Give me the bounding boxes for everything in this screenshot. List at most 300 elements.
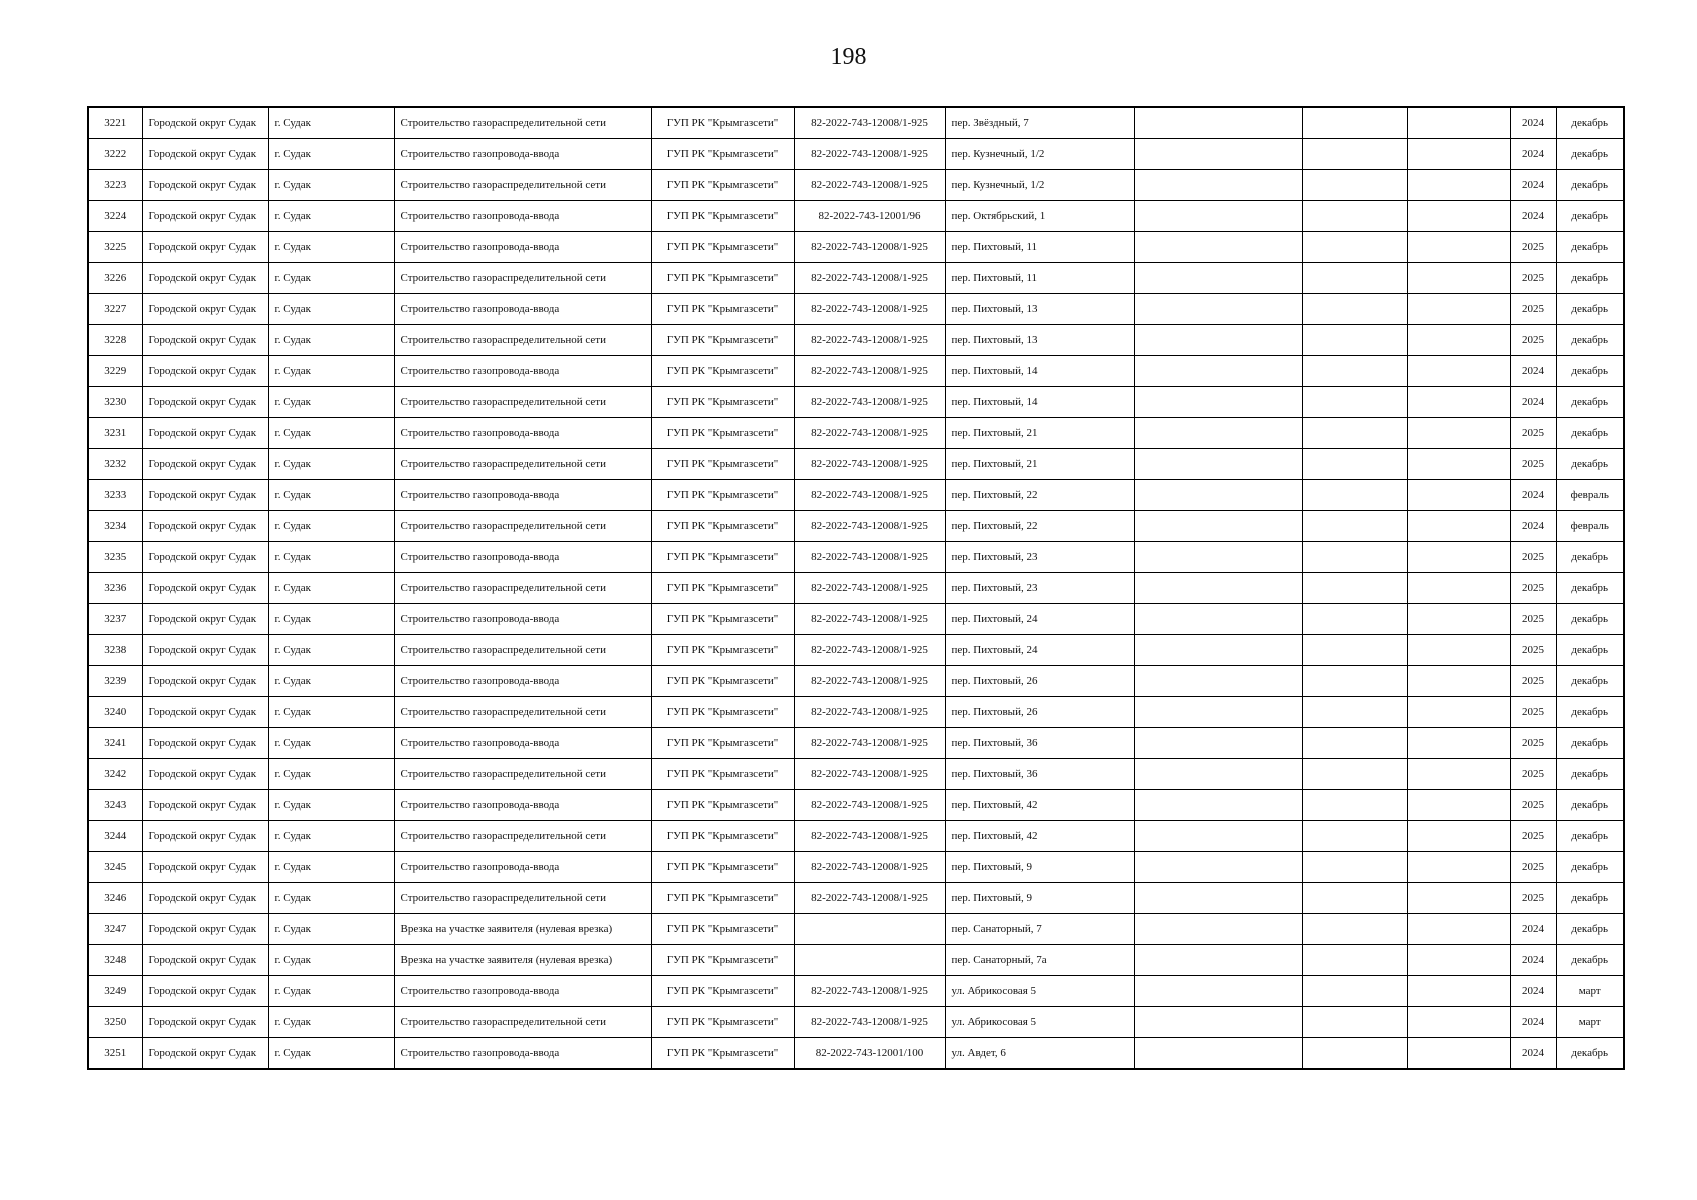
- cell-empty1: [1134, 542, 1302, 573]
- cell-municipality: Городской округ Судак: [142, 356, 268, 387]
- table-row: [88, 883, 1624, 914]
- cell-locality: г. Судак: [268, 945, 394, 976]
- cell-empty1: [1134, 480, 1302, 511]
- cell-municipality: Городской округ Судак: [142, 511, 268, 542]
- cell-empty3: [1407, 418, 1510, 449]
- cell-address: пер. Санаторный, 7: [945, 914, 1134, 945]
- cell-work: Строительство газораспределительной сети: [394, 573, 651, 604]
- cell-month: декабрь: [1556, 387, 1624, 418]
- cell-empty1: [1134, 139, 1302, 170]
- cell-org: ГУП РК "Крымгазсети": [651, 945, 794, 976]
- cell-locality: г. Судак: [268, 325, 394, 356]
- cell-month: декабрь: [1556, 573, 1624, 604]
- cell-work: Строительство газораспределительной сети: [394, 697, 651, 728]
- cell-address: пер. Пихтовый, 26: [945, 697, 1134, 728]
- cell-address: пер. Пихтовый, 14: [945, 387, 1134, 418]
- table-row: [88, 294, 1624, 325]
- cell-tu: 82-2022-743-12008/1-925: [794, 852, 945, 883]
- cell-municipality: Городской округ Судак: [142, 759, 268, 790]
- cell-empty1: [1134, 914, 1302, 945]
- cell-locality: г. Судак: [268, 821, 394, 852]
- cell-work: Строительство газопровода-ввода: [394, 1038, 651, 1070]
- cell-municipality: Городской округ Судак: [142, 821, 268, 852]
- cell-municipality: Городской округ Судак: [142, 635, 268, 666]
- cell-municipality: Городской округ Судак: [142, 294, 268, 325]
- cell-num: 3229: [88, 356, 142, 387]
- cell-work: Строительство газораспределительной сети: [394, 170, 651, 201]
- cell-tu: 82-2022-743-12008/1-925: [794, 263, 945, 294]
- cell-empty2: [1302, 139, 1407, 170]
- cell-year: 2025: [1510, 542, 1556, 573]
- cell-empty3: [1407, 107, 1510, 139]
- cell-empty3: [1407, 1038, 1510, 1070]
- cell-num: 3224: [88, 201, 142, 232]
- cell-empty2: [1302, 325, 1407, 356]
- cell-year: 2025: [1510, 573, 1556, 604]
- cell-empty2: [1302, 759, 1407, 790]
- cell-locality: г. Судак: [268, 604, 394, 635]
- cell-work: Строительство газопровода-ввода: [394, 139, 651, 170]
- cell-empty1: [1134, 635, 1302, 666]
- cell-num: 3228: [88, 325, 142, 356]
- cell-locality: г. Судак: [268, 263, 394, 294]
- cell-month: декабрь: [1556, 604, 1624, 635]
- cell-month: декабрь: [1556, 790, 1624, 821]
- cell-tu: 82-2022-743-12001/96: [794, 201, 945, 232]
- cell-num: 3225: [88, 232, 142, 263]
- cell-empty3: [1407, 294, 1510, 325]
- table-row: [88, 945, 1624, 976]
- cell-empty1: [1134, 666, 1302, 697]
- cell-municipality: Городской округ Судак: [142, 790, 268, 821]
- cell-month: февраль: [1556, 480, 1624, 511]
- cell-num: 3231: [88, 418, 142, 449]
- cell-org: ГУП РК "Крымгазсети": [651, 635, 794, 666]
- cell-year: 2025: [1510, 232, 1556, 263]
- cell-locality: г. Судак: [268, 511, 394, 542]
- cell-empty2: [1302, 728, 1407, 759]
- cell-empty1: [1134, 356, 1302, 387]
- cell-org: ГУП РК "Крымгазсети": [651, 914, 794, 945]
- cell-address: пер. Пихтовый, 21: [945, 449, 1134, 480]
- cell-year: 2024: [1510, 914, 1556, 945]
- cell-work: Строительство газопровода-ввода: [394, 201, 651, 232]
- cell-work: Строительство газопровода-ввода: [394, 790, 651, 821]
- cell-empty2: [1302, 170, 1407, 201]
- cell-municipality: Городской округ Судак: [142, 418, 268, 449]
- cell-tu: 82-2022-743-12008/1-925: [794, 387, 945, 418]
- cell-locality: г. Судак: [268, 542, 394, 573]
- cell-org: ГУП РК "Крымгазсети": [651, 821, 794, 852]
- cell-locality: г. Судак: [268, 635, 394, 666]
- cell-year: 2025: [1510, 418, 1556, 449]
- cell-org: ГУП РК "Крымгазсети": [651, 107, 794, 139]
- cell-org: ГУП РК "Крымгазсети": [651, 573, 794, 604]
- cell-tu: 82-2022-743-12008/1-925: [794, 790, 945, 821]
- cell-work: Строительство газопровода-ввода: [394, 418, 651, 449]
- cell-address: ул. Авдет, 6: [945, 1038, 1134, 1070]
- table-row: [88, 821, 1624, 852]
- cell-org: ГУП РК "Крымгазсети": [651, 976, 794, 1007]
- cell-work: Строительство газораспределительной сети: [394, 107, 651, 139]
- cell-empty2: [1302, 976, 1407, 1007]
- cell-locality: г. Судак: [268, 418, 394, 449]
- table-row: [88, 728, 1624, 759]
- cell-year: 2024: [1510, 170, 1556, 201]
- cell-empty1: [1134, 604, 1302, 635]
- cell-empty2: [1302, 542, 1407, 573]
- cell-year: 2025: [1510, 666, 1556, 697]
- cell-municipality: Городской округ Судак: [142, 170, 268, 201]
- cell-num: 3248: [88, 945, 142, 976]
- cell-year: 2024: [1510, 356, 1556, 387]
- cell-year: 2024: [1510, 976, 1556, 1007]
- cell-address: пер. Пихтовый, 14: [945, 356, 1134, 387]
- data-table: [87, 106, 1625, 1070]
- cell-org: ГУП РК "Крымгазсети": [651, 480, 794, 511]
- cell-month: март: [1556, 1007, 1624, 1038]
- cell-empty3: [1407, 635, 1510, 666]
- cell-work: Строительство газораспределительной сети: [394, 821, 651, 852]
- cell-locality: г. Судак: [268, 573, 394, 604]
- cell-address: пер. Октябрьский, 1: [945, 201, 1134, 232]
- cell-empty1: [1134, 821, 1302, 852]
- cell-tu: 82-2022-743-12008/1-925: [794, 635, 945, 666]
- cell-locality: г. Судак: [268, 170, 394, 201]
- cell-org: ГУП РК "Крымгазсети": [651, 139, 794, 170]
- cell-locality: г. Судак: [268, 1007, 394, 1038]
- cell-empty3: [1407, 604, 1510, 635]
- cell-tu: 82-2022-743-12008/1-925: [794, 170, 945, 201]
- cell-org: ГУП РК "Крымгазсети": [651, 1038, 794, 1070]
- cell-empty2: [1302, 635, 1407, 666]
- cell-tu: 82-2022-743-12008/1-925: [794, 976, 945, 1007]
- cell-empty2: [1302, 914, 1407, 945]
- cell-num: 3242: [88, 759, 142, 790]
- cell-municipality: Городской округ Судак: [142, 945, 268, 976]
- cell-address: ул. Абрикосовая 5: [945, 1007, 1134, 1038]
- cell-year: 2025: [1510, 263, 1556, 294]
- cell-month: декабрь: [1556, 821, 1624, 852]
- cell-month: декабрь: [1556, 107, 1624, 139]
- cell-municipality: Городской округ Судак: [142, 604, 268, 635]
- cell-work: Строительство газопровода-ввода: [394, 852, 651, 883]
- cell-month: декабрь: [1556, 914, 1624, 945]
- cell-empty2: [1302, 1007, 1407, 1038]
- cell-empty1: [1134, 418, 1302, 449]
- cell-num: 3238: [88, 635, 142, 666]
- cell-empty1: [1134, 325, 1302, 356]
- cell-org: ГУП РК "Крымгазсети": [651, 666, 794, 697]
- cell-month: февраль: [1556, 511, 1624, 542]
- cell-month: декабрь: [1556, 759, 1624, 790]
- cell-tu: 82-2022-743-12008/1-925: [794, 294, 945, 325]
- cell-org: ГУП РК "Крымгазсети": [651, 170, 794, 201]
- cell-empty3: [1407, 542, 1510, 573]
- cell-num: 3236: [88, 573, 142, 604]
- cell-tu: [794, 945, 945, 976]
- cell-address: пер. Пихтовый, 13: [945, 294, 1134, 325]
- cell-tu: 82-2022-743-12008/1-925: [794, 139, 945, 170]
- cell-address: пер. Пихтовый, 24: [945, 635, 1134, 666]
- cell-org: ГУП РК "Крымгазсети": [651, 883, 794, 914]
- cell-year: 2024: [1510, 511, 1556, 542]
- cell-empty2: [1302, 480, 1407, 511]
- cell-org: ГУП РК "Крымгазсети": [651, 511, 794, 542]
- table-row: [88, 139, 1624, 170]
- cell-address: пер. Пихтовый, 9: [945, 883, 1134, 914]
- cell-tu: 82-2022-743-12001/100: [794, 1038, 945, 1070]
- table-row: [88, 387, 1624, 418]
- cell-tu: 82-2022-743-12008/1-925: [794, 666, 945, 697]
- cell-locality: г. Судак: [268, 107, 394, 139]
- cell-empty1: [1134, 294, 1302, 325]
- cell-address: пер. Пихтовый, 23: [945, 542, 1134, 573]
- cell-year: 2025: [1510, 821, 1556, 852]
- cell-municipality: Городской округ Судак: [142, 387, 268, 418]
- cell-empty2: [1302, 852, 1407, 883]
- table-row: [88, 604, 1624, 635]
- cell-num: 3244: [88, 821, 142, 852]
- cell-year: 2024: [1510, 1007, 1556, 1038]
- cell-num: 3226: [88, 263, 142, 294]
- cell-empty2: [1302, 573, 1407, 604]
- cell-empty3: [1407, 325, 1510, 356]
- cell-num: 3249: [88, 976, 142, 1007]
- cell-month: декабрь: [1556, 232, 1624, 263]
- cell-address: пер. Пихтовый, 22: [945, 511, 1134, 542]
- cell-work: Строительство газораспределительной сети: [394, 511, 651, 542]
- cell-org: ГУП РК "Крымгазсети": [651, 542, 794, 573]
- cell-empty3: [1407, 263, 1510, 294]
- cell-locality: г. Судак: [268, 976, 394, 1007]
- cell-org: ГУП РК "Крымгазсети": [651, 232, 794, 263]
- cell-month: декабрь: [1556, 1038, 1624, 1070]
- table-row: [88, 914, 1624, 945]
- cell-locality: г. Судак: [268, 852, 394, 883]
- cell-municipality: Городской округ Судак: [142, 883, 268, 914]
- cell-empty3: [1407, 666, 1510, 697]
- cell-municipality: Городской округ Судак: [142, 852, 268, 883]
- cell-empty1: [1134, 1007, 1302, 1038]
- cell-org: ГУП РК "Крымгазсети": [651, 356, 794, 387]
- cell-work: Строительство газопровода-ввода: [394, 294, 651, 325]
- cell-empty1: [1134, 107, 1302, 139]
- cell-num: 3233: [88, 480, 142, 511]
- cell-year: 2024: [1510, 201, 1556, 232]
- cell-address: пер. Пихтовый, 11: [945, 263, 1134, 294]
- cell-municipality: Городской округ Судак: [142, 728, 268, 759]
- cell-org: ГУП РК "Крымгазсети": [651, 728, 794, 759]
- cell-month: декабрь: [1556, 294, 1624, 325]
- cell-municipality: Городской округ Судак: [142, 449, 268, 480]
- cell-empty1: [1134, 852, 1302, 883]
- table-row: [88, 263, 1624, 294]
- cell-address: пер. Пихтовый, 42: [945, 790, 1134, 821]
- cell-year: 2025: [1510, 294, 1556, 325]
- cell-month: декабрь: [1556, 697, 1624, 728]
- cell-num: 3251: [88, 1038, 142, 1070]
- cell-empty1: [1134, 573, 1302, 604]
- cell-year: 2024: [1510, 139, 1556, 170]
- cell-work: Строительство газораспределительной сети: [394, 1007, 651, 1038]
- cell-org: ГУП РК "Крымгазсети": [651, 790, 794, 821]
- table-row: [88, 573, 1624, 604]
- cell-month: декабрь: [1556, 945, 1624, 976]
- cell-num: 3239: [88, 666, 142, 697]
- cell-year: 2025: [1510, 883, 1556, 914]
- cell-empty1: [1134, 263, 1302, 294]
- cell-locality: г. Судак: [268, 697, 394, 728]
- cell-month: декабрь: [1556, 635, 1624, 666]
- cell-work: Строительство газопровода-ввода: [394, 232, 651, 263]
- cell-empty3: [1407, 387, 1510, 418]
- cell-org: ГУП РК "Крымгазсети": [651, 387, 794, 418]
- cell-org: ГУП РК "Крымгазсети": [651, 852, 794, 883]
- cell-org: ГУП РК "Крымгазсети": [651, 201, 794, 232]
- cell-month: декабрь: [1556, 139, 1624, 170]
- cell-tu: 82-2022-743-12008/1-925: [794, 697, 945, 728]
- cell-empty1: [1134, 449, 1302, 480]
- cell-address: пер. Кузнечный, 1/2: [945, 139, 1134, 170]
- cell-municipality: Городской округ Судак: [142, 263, 268, 294]
- cell-empty2: [1302, 883, 1407, 914]
- cell-month: декабрь: [1556, 728, 1624, 759]
- cell-tu: 82-2022-743-12008/1-925: [794, 604, 945, 635]
- cell-org: ГУП РК "Крымгазсети": [651, 449, 794, 480]
- cell-address: пер. Пихтовый, 22: [945, 480, 1134, 511]
- cell-empty3: [1407, 759, 1510, 790]
- cell-empty3: [1407, 480, 1510, 511]
- cell-work: Строительство газораспределительной сети: [394, 263, 651, 294]
- cell-year: 2025: [1510, 852, 1556, 883]
- cell-year: 2024: [1510, 945, 1556, 976]
- cell-empty2: [1302, 821, 1407, 852]
- cell-empty2: [1302, 449, 1407, 480]
- cell-locality: г. Судак: [268, 139, 394, 170]
- cell-num: 3245: [88, 852, 142, 883]
- cell-work: Врезка на участке заявителя (нулевая врезка): [394, 914, 651, 945]
- table-row: [88, 635, 1624, 666]
- cell-empty3: [1407, 139, 1510, 170]
- table-row: [88, 1038, 1624, 1070]
- cell-municipality: Городской округ Судак: [142, 232, 268, 263]
- cell-locality: г. Судак: [268, 883, 394, 914]
- cell-work: Строительство газопровода-ввода: [394, 976, 651, 1007]
- cell-municipality: Городской округ Судак: [142, 1038, 268, 1070]
- cell-municipality: Городской округ Судак: [142, 201, 268, 232]
- cell-municipality: Городской округ Судак: [142, 697, 268, 728]
- cell-locality: г. Судак: [268, 480, 394, 511]
- cell-month: декабрь: [1556, 418, 1624, 449]
- cell-locality: г. Судак: [268, 759, 394, 790]
- cell-empty3: [1407, 170, 1510, 201]
- table-row: [88, 511, 1624, 542]
- cell-work: Строительство газораспределительной сети: [394, 883, 651, 914]
- cell-municipality: Городской округ Судак: [142, 480, 268, 511]
- cell-year: 2025: [1510, 728, 1556, 759]
- cell-work: Врезка на участке заявителя (нулевая врезка): [394, 945, 651, 976]
- cell-num: 3227: [88, 294, 142, 325]
- cell-address: пер. Звёздный, 7: [945, 107, 1134, 139]
- cell-municipality: Городской округ Судак: [142, 976, 268, 1007]
- cell-month: декабрь: [1556, 263, 1624, 294]
- cell-org: ГУП РК "Крымгазсети": [651, 325, 794, 356]
- table-row: [88, 852, 1624, 883]
- cell-org: ГУП РК "Крымгазсети": [651, 418, 794, 449]
- cell-empty3: [1407, 728, 1510, 759]
- table-row: [88, 232, 1624, 263]
- cell-empty2: [1302, 604, 1407, 635]
- cell-year: 2024: [1510, 107, 1556, 139]
- cell-empty2: [1302, 356, 1407, 387]
- table-row: [88, 449, 1624, 480]
- cell-month: декабрь: [1556, 201, 1624, 232]
- cell-empty3: [1407, 201, 1510, 232]
- cell-year: 2025: [1510, 635, 1556, 666]
- cell-num: 3230: [88, 387, 142, 418]
- cell-empty2: [1302, 294, 1407, 325]
- cell-work: Строительство газопровода-ввода: [394, 728, 651, 759]
- cell-tu: 82-2022-743-12008/1-925: [794, 511, 945, 542]
- table-row: [88, 976, 1624, 1007]
- cell-locality: г. Судак: [268, 356, 394, 387]
- cell-work: Строительство газопровода-ввода: [394, 356, 651, 387]
- cell-year: 2024: [1510, 480, 1556, 511]
- cell-work: Строительство газопровода-ввода: [394, 480, 651, 511]
- cell-address: пер. Пихтовый, 23: [945, 573, 1134, 604]
- cell-address: пер. Пихтовый, 36: [945, 728, 1134, 759]
- cell-year: 2025: [1510, 604, 1556, 635]
- cell-org: ГУП РК "Крымгазсети": [651, 294, 794, 325]
- cell-work: Строительство газораспределительной сети: [394, 449, 651, 480]
- cell-tu: 82-2022-743-12008/1-925: [794, 821, 945, 852]
- cell-address: пер. Кузнечный, 1/2: [945, 170, 1134, 201]
- cell-month: декабрь: [1556, 449, 1624, 480]
- cell-empty1: [1134, 170, 1302, 201]
- cell-address: пер. Пихтовый, 36: [945, 759, 1134, 790]
- cell-empty1: [1134, 728, 1302, 759]
- cell-month: декабрь: [1556, 356, 1624, 387]
- cell-tu: 82-2022-743-12008/1-925: [794, 480, 945, 511]
- cell-num: 3223: [88, 170, 142, 201]
- table-row: [88, 759, 1624, 790]
- cell-locality: г. Судак: [268, 201, 394, 232]
- cell-tu: 82-2022-743-12008/1-925: [794, 573, 945, 604]
- cell-year: 2024: [1510, 1038, 1556, 1070]
- cell-year: 2025: [1510, 449, 1556, 480]
- cell-org: ГУП РК "Крымгазсети": [651, 604, 794, 635]
- table-row: [88, 170, 1624, 201]
- cell-num: 3235: [88, 542, 142, 573]
- cell-address: пер. Пихтовый, 21: [945, 418, 1134, 449]
- cell-tu: 82-2022-743-12008/1-925: [794, 107, 945, 139]
- table-row: [88, 790, 1624, 821]
- cell-empty2: [1302, 697, 1407, 728]
- cell-municipality: Городской округ Судак: [142, 666, 268, 697]
- cell-num: 3241: [88, 728, 142, 759]
- cell-tu: 82-2022-743-12008/1-925: [794, 449, 945, 480]
- cell-empty3: [1407, 1007, 1510, 1038]
- cell-empty1: [1134, 232, 1302, 263]
- cell-tu: 82-2022-743-12008/1-925: [794, 325, 945, 356]
- cell-month: декабрь: [1556, 325, 1624, 356]
- cell-empty3: [1407, 976, 1510, 1007]
- cell-year: 2025: [1510, 325, 1556, 356]
- cell-work: Строительство газораспределительной сети: [394, 759, 651, 790]
- table-row: [88, 666, 1624, 697]
- cell-work: Строительство газораспределительной сети: [394, 635, 651, 666]
